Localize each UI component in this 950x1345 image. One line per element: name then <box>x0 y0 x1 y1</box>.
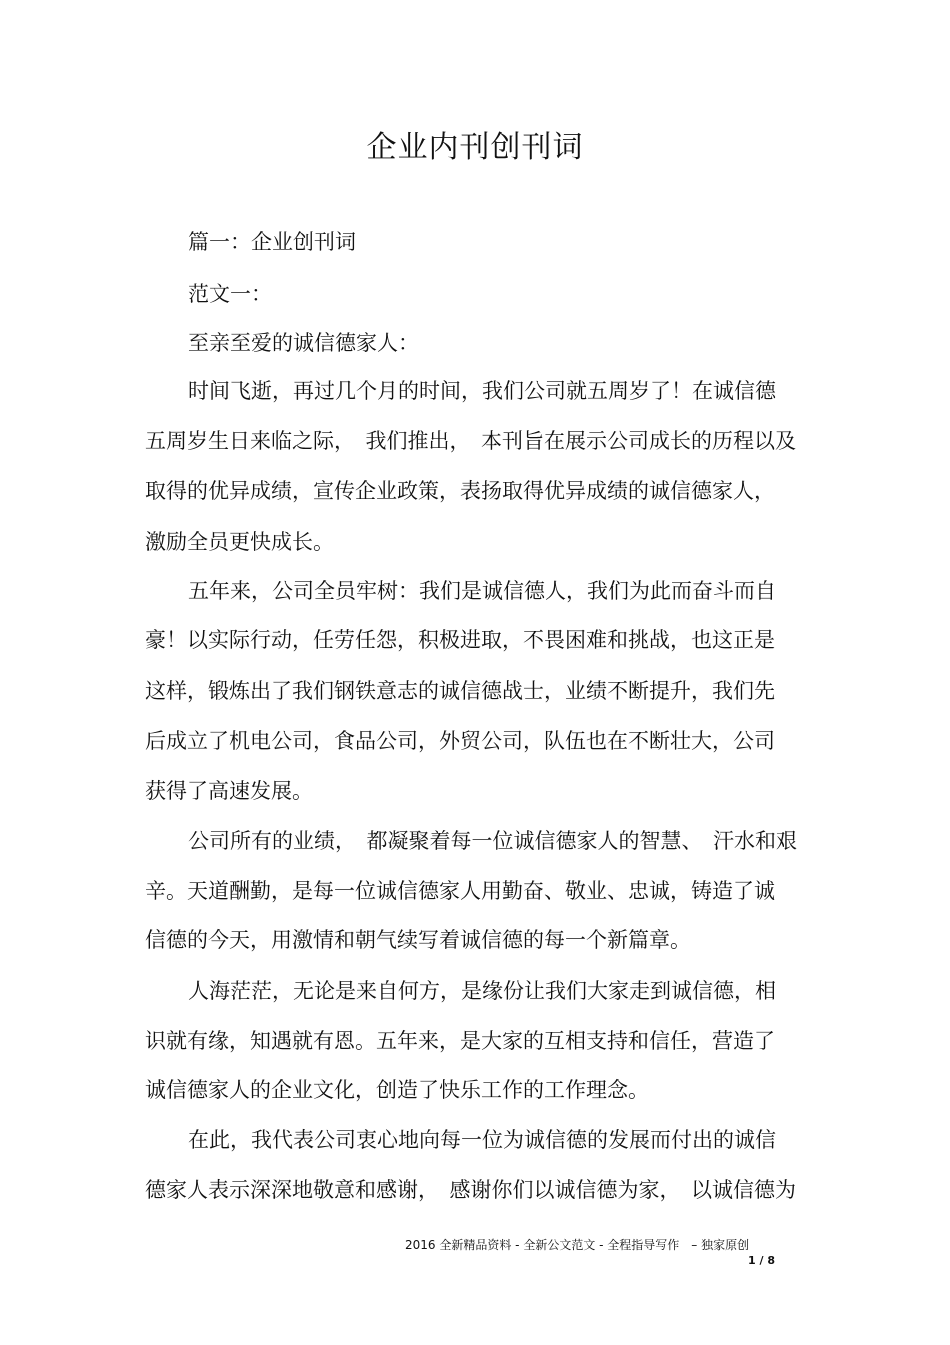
text-line: 公司所有的业绩， 都凝聚着每一位诚信德家人的智慧、 汗水和艰 <box>188 829 797 853</box>
document-title: 企业内刊创刊词 <box>366 130 584 165</box>
text-line: 识就有缘，知遇就有恩。五年来，是大家的互相支持和信任，营造了 <box>145 1029 775 1053</box>
text-line: 激励全员更快成长。 <box>145 530 334 554</box>
text-line: 辛。天道酬勤，是每一位诚信德家人用勤奋、敬业、忠诚，铸造了诚 <box>145 879 775 903</box>
text-line: 取得的优异成绩，宣传企业政策，表扬取得优异成绩的诚信德家人， <box>145 479 775 503</box>
text-line: 五年来，公司全员牢树：我们是诚信德人，我们为此而奋斗而自 <box>188 579 776 603</box>
text-line: 诚信德家人的企业文化，创造了快乐工作的工作理念。 <box>145 1078 649 1102</box>
text-line: 信德的今天，用激情和朝气续写着诚信德的每一个新篇章。 <box>145 928 691 952</box>
text-line: 获得了高速发展。 <box>145 779 313 803</box>
text-line: 篇一：企业创刊词 <box>188 230 356 254</box>
page-footer: 2016 全新精品资料 - 全新公文范文 - 全程指导写作 – 独家原创 <box>405 1238 750 1252</box>
text-line: 德家人表示深深地敬意和感谢， 感谢你们以诚信德为家， 以诚信德为 <box>145 1178 796 1202</box>
page-number: 1 / 8 <box>748 1254 775 1267</box>
text-line: 豪！以实际行动，任劳任怨，积极进取，不畏困难和挑战，也这正是 <box>145 628 775 652</box>
text-line: 人海茫茫，无论是来自何方，是缘份让我们大家走到诚信德，相 <box>188 979 776 1003</box>
text-line: 这样，锻炼出了我们钢铁意志的诚信德战士，业绩不断提升，我们先 <box>145 679 775 703</box>
text-line: 五周岁生日来临之际， 我们推出， 本刊旨在展示公司成长的历程以及 <box>145 429 796 453</box>
text-line: 范文一： <box>188 282 272 306</box>
text-line: 时间飞逝，再过几个月的时间，我们公司就五周岁了！在诚信德 <box>188 379 776 403</box>
text-line: 后成立了机电公司，食品公司，外贸公司，队伍也在不断壮大，公司 <box>145 729 775 753</box>
text-line: 至亲至爱的诚信德家人： <box>188 331 419 355</box>
text-line: 在此，我代表公司衷心地向每一位为诚信德的发展而付出的诚信 <box>188 1128 776 1152</box>
